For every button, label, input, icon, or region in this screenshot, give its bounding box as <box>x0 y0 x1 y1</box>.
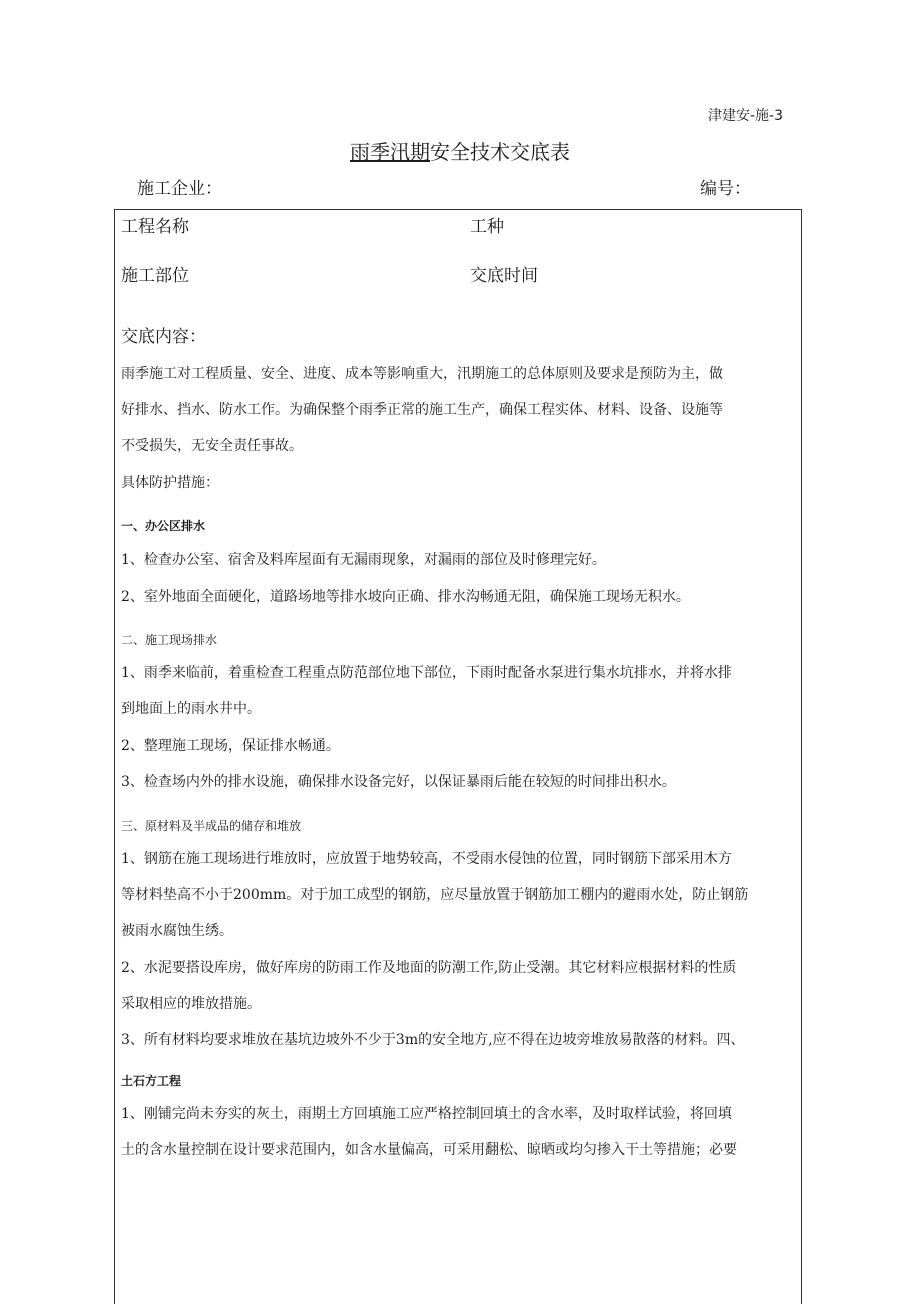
title-rest: 安全技术交底表 <box>430 140 570 164</box>
trade-label: 工种 <box>470 217 504 237</box>
section-line: 3、检查场内外的排水设施，确保排水设备完好，以保证暴雨后能在较短的时间排出积水。 <box>121 774 676 790</box>
section-title: 土石方工程 <box>121 1074 182 1088</box>
project-name-label: 工程名称 <box>121 217 189 237</box>
company-label: 施工企业： <box>137 179 222 199</box>
section-title: 三、原材料及半成品的储存和堆放 <box>121 819 302 833</box>
page-title <box>0 136 920 165</box>
section-line: 被雨水腐蚀生绣。 <box>121 923 233 939</box>
section-line: 2、整理施工现场，保证排水畅通。 <box>121 738 340 754</box>
section-line: 到地面上的雨水井中。 <box>121 701 261 717</box>
document-code: 津建安-施-3 <box>708 108 784 124</box>
section-line: 1、钢筋在施工现场进行堆放时，应放置于地势较高，不受雨水侵蚀的位置，同时钢筋下部采用木方 <box>121 851 732 867</box>
title-underlined: 雨季汛期 <box>350 140 430 164</box>
section-line: 等材料垫高不小于200mm。对于加工成型的钢筋，应尽量放置于钢筋加工棚内的避雨水处，防止钢筋 <box>121 887 749 903</box>
content-heading: 交底内容： <box>121 327 206 347</box>
section-line: 土的含水量控制在设计要求范围内，如含水量偏高，可采用翻松、晾晒或均匀掺入干土等措施；必要 <box>121 1142 737 1158</box>
section-line: 1、雨季来临前，着重检查工程重点防范部位地下部位，下雨时配备水泵进行集水坑排水，并将水排 <box>121 665 732 681</box>
brief-time-label: 交底时间 <box>470 266 538 286</box>
section-line: 1、刚铺完尚未夯实的灰土，雨期土方回填施工应严格控制回填土的含水率，及时取样试验，将回填 <box>121 1106 732 1122</box>
section-line: 2、水泥要搭设库房，做好库房的防雨工作及地面的防潮工作,防止受潮。其它材料应根据材料的性质 <box>121 960 737 976</box>
intro-line: 不受损失，无安全责任事故。 <box>121 438 303 454</box>
serial-label: 编号： <box>700 179 751 199</box>
section-line: 2、室外地面全面硬化，道路场地等排水坡向正确、排水沟畅通无阻，确保施工现场无积水。 <box>121 589 690 605</box>
intro-line: 具体防护措施： <box>121 475 219 491</box>
section-line: 采取相应的堆放措施。 <box>121 996 261 1012</box>
section-title: 一、办公区排水 <box>121 519 206 533</box>
section-title: 二、施工现场排水 <box>121 633 218 647</box>
intro-line: 雨季施工对工程质量、安全、进度、成本等影响重大，汛期施工的总体原则及要求是预防为主，做 <box>121 366 723 382</box>
section-line: 1、检查办公室、宿舍及料库屋面有无漏雨现象，对漏雨的部位及时修理完好。 <box>121 552 606 568</box>
section-line: 3、所有材料均要求堆放在基坑边坡外不少于3m的安全地方,应不得在边坡旁堆放易散落的材料。四、 <box>121 1032 745 1048</box>
intro-line: 好排水、挡水、防水工作。为确保整个雨季正常的施工生产，确保工程实体、材料、设备、设施等 <box>121 402 723 418</box>
location-label: 施工部位 <box>121 266 189 286</box>
